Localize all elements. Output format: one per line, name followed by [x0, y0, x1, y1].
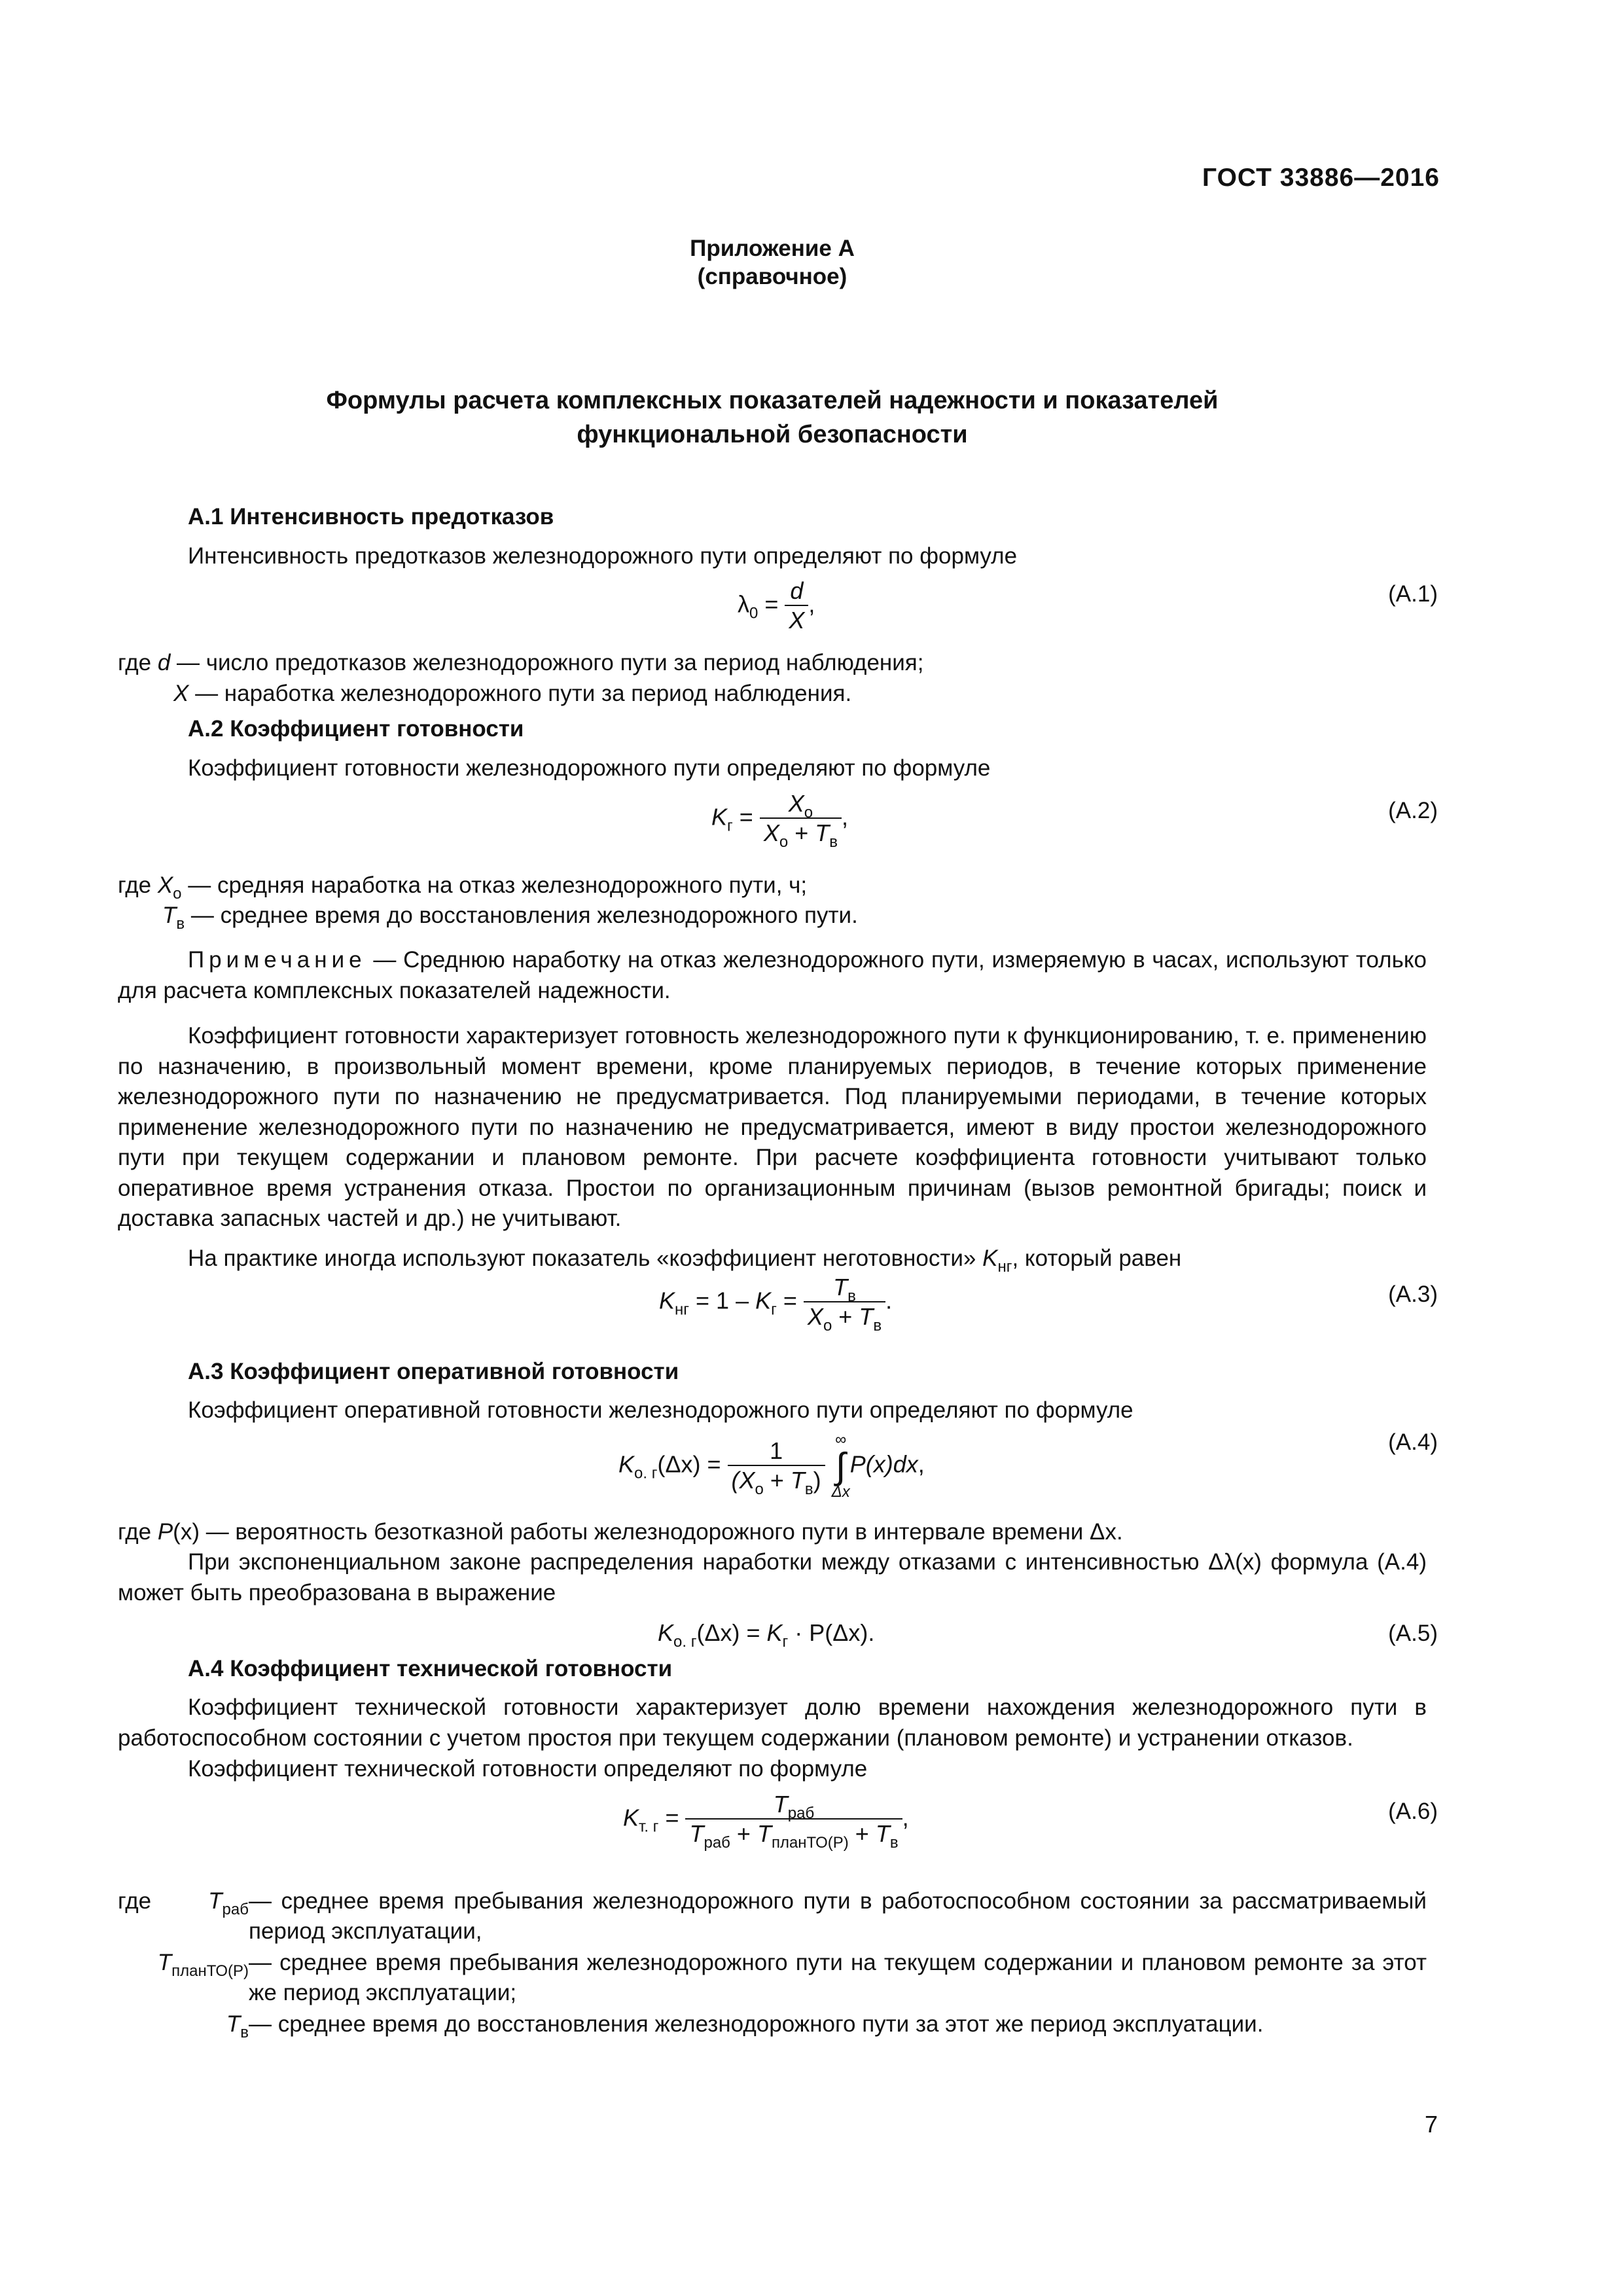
formula-a5: $K_{о. г}(\Delta x) = K_г \cdot P(\Delta x)$.	[658, 1619, 875, 1651]
equation-number-a6: (А.6)	[1388, 1799, 1438, 1824]
equation-number-a1: (А.1)	[1388, 581, 1438, 607]
integral-sign: ∞ ∫ Δx	[831, 1431, 850, 1501]
equation-number-a5: (А.5)	[1388, 1621, 1438, 1646]
formula-a6: $K_{т. г}$ = $\frac{T_{раб}}{T_{раб} + T_{планТО(Р)} + T_в}$ ,	[623, 1791, 909, 1852]
where-a4-tplan-text: — среднее время пребывания железнодорожного пути на текущем содержании и плановом ремонте за этот же период эксплуатации;	[249, 1950, 1427, 2005]
paragraph-a3-exponential: При экспоненциальном законе распределения наработки между отказами с интенсивностью Δλ(x) формула (А.4) может быть преобразована в выражение	[118, 1549, 1427, 1605]
document-code: ГОСТ 33886—2016	[1202, 164, 1440, 192]
where-a4-tv-symbol: $T_в$	[226, 2011, 249, 2041]
fraction: $\frac{T_{раб}}{T_{раб} + T_{планТО(Р)} + T_в}$	[685, 1791, 902, 1848]
section-a1-intro: Интенсивность предотказов железнодорожного пути определяют по формуле	[188, 543, 1018, 569]
formula-a4: $K_{о. г}(\Delta x)$ = $\frac{1}{(X_о + T_в)}$ ∞ ∫ Δx P(x)dx,	[618, 1431, 925, 1501]
section-a3-intro: Коэффициент оперативной готовности железнодорожного пути определяют по формуле	[188, 1397, 1133, 1423]
paragraph-a2-readiness: Коэффициент готовности характеризует готовность железнодорожного пути к функционированию, т. е. применению по назначению, в произвольный момент времени, кроме планируемых периодов, в течение которых применение железнодорожного пути по назначению не предусматривается. Под планируемыми периодами, в течение которых применение железнодорожного пути по назначению не предусматривается, имеют в виду простои железнодорожного пути при текущем содержании и плановом ремонте. При расчете коэффициента готовности учитывают только оперативное время устранения отказа. Простои по организационным причинам (вызов ремонтной бригады; поиск и доставка запасных частей и др.) не учитывают.	[118, 1023, 1427, 1231]
where-a4-traб-text: — среднее время пребывания железнодорожного пути в работоспособном состоянии за рассматриваемый период эксплуатации,	[249, 1888, 1427, 1944]
formula-a3: $K_{нг} = 1 - K_г$ = $\frac{T_в}{X_о + T_в}$ .	[659, 1274, 893, 1335]
section-a4-heading: А.4 Коэффициент технической готовности	[188, 1656, 673, 1681]
where-a2-t: $T_в$ — среднее время до восстановления железнодорожного пути.	[162, 903, 858, 933]
section-a2-intro: Коэффициент готовности железнодорожного пути определяют по формуле	[188, 755, 991, 781]
formula-a2: $K_г$ = $\frac{X_о}{X_о + T_в}$ ,	[711, 790, 848, 851]
equation-number-a4: (А.4)	[1388, 1429, 1438, 1455]
equation-number-a2: (А.2)	[1388, 798, 1438, 823]
section-a4-intro: Коэффициент технической готовности определяют по формуле	[188, 1756, 868, 1782]
section-a2-heading: А.2 Коэффициент готовности	[188, 716, 524, 742]
fraction: $\frac{d}{X}$	[785, 577, 808, 635]
appendix-heading	[118, 234, 1427, 291]
page-title	[118, 384, 1427, 452]
title-line-1: Формулы расчета комплексных показателей надежности и показателей	[326, 387, 1219, 414]
section-a3-heading: А.3 Коэффициент оперативной готовности	[188, 1359, 679, 1384]
where-a3-p: где P(x) — вероятность безотказной работы железнодорожного пути в интервале времени Δx.	[118, 1519, 1123, 1545]
formula-a1: $\lambda_0$ = $\frac{d}{X}$ ,	[738, 577, 815, 634]
paragraph-a2-unreadiness: На практике иногда используют показатель «коэффициент неготовности» $K_{нг}$, который равен	[188, 1246, 1182, 1276]
where-a4-tv-text: — среднее время до восстановления железнодорожного пути за этот же период эксплуатации.	[249, 2011, 1264, 2037]
equation-number-a3: (А.3)	[1388, 1282, 1438, 1307]
where-a4-tplan-symbol: $T_{планТО(Р)}$	[157, 1950, 249, 1980]
fraction: $\frac{1}{(X_о + T_в)}$	[728, 1437, 825, 1495]
where-a4-traб-symbol: $T_{раб}$	[208, 1888, 249, 1918]
where-a1-x: X — наработка железнодорожного пути за период наблюдения.	[173, 681, 852, 706]
appendix-status: (справочное)	[697, 264, 847, 289]
where-a2-x: где $X_о$ — средняя наработка на отказ железнодорожного пути, ч;	[118, 872, 808, 903]
where-a1-d: где d — число предотказов железнодорожного пути за период наблюдения;	[118, 650, 924, 675]
note-a2: Примечание — Среднюю наработку на отказ железнодорожного пути, измеряемую в часах, используют только для расчета комплексных показателей надежности.	[118, 947, 1427, 1003]
fraction: $\frac{T_в}{X_о + T_в}$	[804, 1274, 885, 1331]
fraction: $\frac{X_о}{X_о + T_в}$	[760, 790, 842, 848]
paragraph-a4-definition: Коэффициент технической готовности характеризует долю времени нахождения железнодорожного пути в работоспособном состоянии с учетом простоя при текущем содержании (плановом ремонте) и устранении отказов.	[118, 1695, 1427, 1751]
title-line-2: функциональной безопасности	[577, 421, 968, 448]
section-a1-heading: А.1 Интенсивность предотказов	[188, 504, 554, 529]
where-a4-lead: где	[118, 1888, 152, 1914]
appendix-label: Приложение А	[690, 236, 855, 261]
page-number: 7	[1424, 2111, 1438, 2138]
